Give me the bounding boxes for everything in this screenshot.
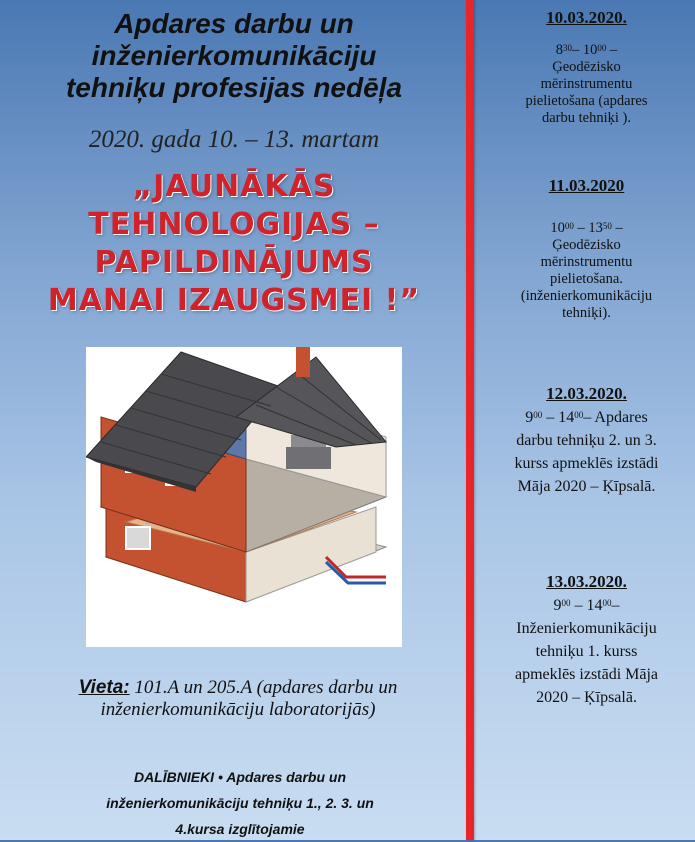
red-divider <box>466 0 474 840</box>
schedule-column <box>478 0 695 840</box>
schedule-description: Inženierkomunikāciju tehniķu 1. kurss apmeklēs izstādi Māja 2020 – Ķīpsalā. <box>514 620 659 706</box>
schedule-description: Ģeodēzisko mērinstrumentu pielietošana. (inženierkomunikāciju tehniķi). <box>520 237 653 321</box>
participants-line: 4.kursa izglītojamie <box>175 821 305 837</box>
schedule-time: $9^{00} - 14^{00}-$ Apdares <box>525 409 648 426</box>
schedule-time: $9^{00} - 14^{00}-$ <box>553 597 620 614</box>
headline-line: inženierkomunikāciju <box>91 40 377 71</box>
schedule-date: 10.03.2020. <box>546 8 627 27</box>
schedule-day <box>478 384 695 498</box>
location-label: Vieta: <box>78 677 130 698</box>
schedule-day <box>478 8 695 127</box>
schedule-day <box>478 572 695 709</box>
event-headline <box>0 8 468 104</box>
participants <box>20 764 460 842</box>
schedule-description: Ģeodēzisko mērinstrumentu pielietošana (apdares darbu tehniķi ). <box>525 59 648 126</box>
participants-line: inženierkomunikāciju tehniķu 1., 2. 3. un <box>106 795 374 811</box>
location-text: 101.A un 205.A (apdares darbu un <box>129 677 398 698</box>
headline-line: Apdares darbu un <box>114 8 354 39</box>
house-illustration <box>86 347 402 647</box>
schedule-time: $10^{00} - 13^{50}$ – <box>550 220 623 236</box>
event-slogan <box>0 168 468 320</box>
schedule-description: darbu tehniķu 2. un 3. kurss apmeklēs izstādi Māja 2020 – Ķīpsalā. <box>514 432 659 495</box>
slogan-line: „JAUNĀKĀS <box>132 169 336 204</box>
slogan-line: PAPILDINĀJUMS <box>94 245 374 280</box>
schedule-date: 13.03.2020. <box>546 572 627 591</box>
schedule-time: $8^{30}-$ $10^{00}$ – <box>555 42 618 58</box>
slogan-line: TEHNOLOGIJAS – <box>88 207 380 242</box>
schedule-day <box>478 176 695 322</box>
participants-line: DALĪBNIEKI • Apdares darbu un <box>133 769 347 785</box>
cutaway-house-icon <box>86 347 402 647</box>
headline-line: tehniķu profesijas nedēļa <box>65 72 403 103</box>
slogan-line: MANAI IZAUGSMEI !” <box>47 283 421 318</box>
event-location <box>18 677 458 721</box>
location-text: inženierkomunikāciju laboratorijās) <box>100 699 376 720</box>
event-dates: 2020. gada 10. – 13. martam <box>88 126 380 153</box>
schedule-date: 12.03.2020. <box>546 384 627 403</box>
schedule-date: 11.03.2020 <box>548 176 625 195</box>
